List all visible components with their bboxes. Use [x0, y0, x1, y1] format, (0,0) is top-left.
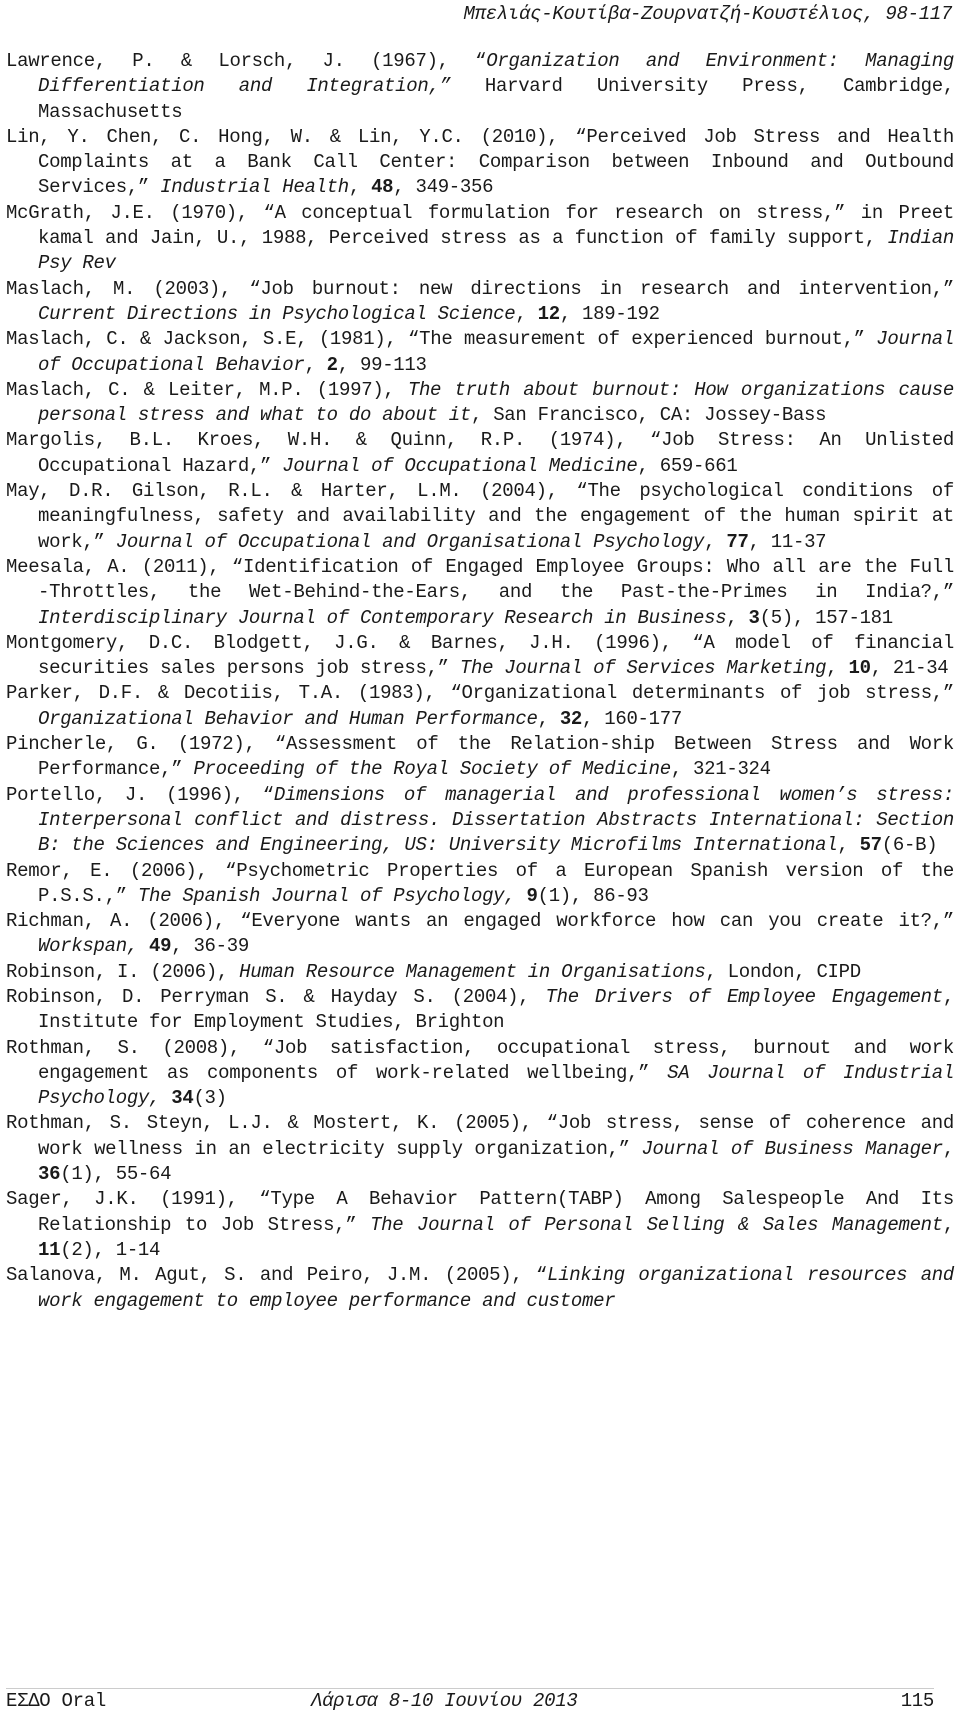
reference-text: Maslach, C. & Leiter, M.P. (1997),	[6, 378, 408, 401]
reference-text	[515, 885, 526, 907]
reference-entry	[6, 859, 954, 910]
reference-volume-bold: 12	[537, 302, 560, 325]
reference-text: , 99-113	[337, 353, 427, 376]
reference-text: , 189-192	[559, 302, 660, 325]
reference-title-italic: Journal of Occupational Behavior	[38, 328, 954, 376]
reference-entry	[6, 732, 954, 783]
reference-text: Sager, J.K. (1991), “Type A Behavior Pattern(TABP) Among Salespeople And Its Relationship to Job Stress,”	[6, 1188, 954, 1236]
reference-title-italic: Dimensions of managerial and professional women’s stress: Interpersonal conflict and distress. Dissertation Abstracts International: Section B: the Sciences and Engineering, US: University Microfilms International	[38, 783, 954, 857]
reference-text: , 659-661	[637, 454, 738, 477]
reference-text: ,	[942, 1137, 954, 1160]
reference-entry	[6, 378, 954, 429]
reference-volume-bold: 3	[748, 606, 760, 629]
reference-volume-bold: 49	[149, 935, 172, 958]
reference-text: Pincherle, G. (1972), “Assessment of the Relation-ship Between Stress and Work Performance,”	[6, 733, 954, 781]
reference-title-italic: Proceeding of the Royal Society of Medicine	[193, 758, 671, 781]
reference-text: ,	[348, 176, 372, 199]
reference-text: (5), 157-181	[759, 606, 893, 629]
reference-entry	[6, 277, 954, 328]
reference-volume-bold: 2	[326, 353, 338, 376]
reference-volume-bold: 77	[726, 530, 749, 553]
reference-text: , Institute for Employment Studies, Brighton	[38, 985, 954, 1034]
reference-text: , 21-34	[870, 657, 949, 680]
reference-text: Montgomery, D.C. Blodgett, J.G. & Barnes, J.H. (1996), “A model of financial securities sales persons job stress,”	[6, 631, 954, 680]
reference-volume-bold: 10	[848, 657, 871, 680]
footer-conference: ΕΣΔΟ Oral	[6, 1690, 106, 1712]
reference-text: , 160-177	[582, 707, 682, 730]
reference-text: ,	[826, 657, 849, 680]
reference-title-italic: The Journal of Personal Selling & Sales Management	[370, 1213, 943, 1236]
reference-text: Lawrence, P. & Lorsch, J. (1967), “	[6, 50, 487, 72]
reference-volume-bold: 34	[171, 1087, 194, 1110]
reference-entry	[6, 1111, 954, 1187]
reference-title-italic: Human Resource Management in Organisations	[239, 960, 706, 983]
reference-text: ,	[537, 707, 560, 730]
reference-title-italic: Linking organizational resources and work engagement to employee performance and customer	[38, 1264, 954, 1312]
reference-text: ,	[942, 1213, 954, 1236]
reference-text	[138, 935, 149, 957]
reference-text: Rothman, S. Steyn, L.J. & Mostert, K. (2005), “Job stress, sense of coherence and work wellness in an electricity supply organization,”	[6, 1112, 954, 1160]
reference-text: ,	[704, 530, 727, 553]
reference-title-italic: Organizational Behavior and Human Performance	[38, 707, 538, 730]
reference-entry	[6, 201, 954, 277]
reference-text: Remor, E. (2006), “Psychometric Properties of a European Spanish version of the P.S.S.,”	[6, 859, 954, 907]
reference-text: ,	[304, 353, 327, 376]
reference-title-italic: SA Journal of Industrial Psychology,	[38, 1061, 954, 1110]
reference-entry	[6, 1187, 954, 1263]
reference-text: Maslach, C. & Jackson, S.E, (1981), “The measurement of experienced burnout,”	[6, 328, 877, 351]
reference-entry	[6, 555, 954, 631]
reference-entry	[6, 327, 954, 378]
reference-text: (6-B)	[881, 834, 938, 857]
footer-divider	[6, 1688, 934, 1689]
page-number: 115	[900, 1690, 934, 1712]
reference-entry	[6, 49, 954, 125]
reference-text: Robinson, D. Perryman S. & Hayday S. (2004),	[6, 985, 546, 1008]
reference-title-italic: Industrial Health	[160, 176, 349, 199]
reference-text: (1), 86-93	[537, 884, 649, 907]
running-header: Μπελιάς-Κουτίβα-Ζουρνατζή-Κουστέλιος, 98-117	[463, 3, 952, 25]
reference-text: Harvard University Press, Cambridge, Massachusetts	[38, 75, 954, 123]
reference-title-italic: Organization and Environment: Managing Differentiation and Integration,”	[38, 50, 954, 98]
reference-volume-bold: 57	[859, 834, 882, 857]
reference-entry	[6, 479, 954, 555]
reference-text: , 11-37	[748, 530, 827, 553]
reference-text: Robinson, I. (2006),	[6, 960, 240, 983]
reference-entry	[6, 428, 954, 479]
reference-text: Meesala, A. (2011), “Identification of Engaged Employee Groups: Who all are the Full -Throttles, the Wet-Behind-the-Ears, and the Past-the-Primes in India?,”	[6, 555, 954, 604]
reference-text: Maslach, M. (2003), “Job burnout: new directions in research and intervention,”	[6, 277, 954, 300]
reference-text: Salanova, M. Agut, S. and Peiro, J.M. (2005), “	[6, 1264, 548, 1287]
reference-volume-bold: 9	[526, 884, 538, 907]
reference-title-italic: The Journal of Services Marketing	[459, 657, 827, 680]
reference-title-italic: The truth about burnout: How organizations cause personal stress and what to do about it	[38, 378, 954, 427]
reference-volume-bold: 11	[38, 1238, 61, 1261]
reference-volume-bold: 48	[371, 176, 394, 199]
reference-title-italic: Indian Psy Rev	[38, 227, 954, 275]
reference-text: , 36-39	[171, 935, 249, 958]
reference-text: , San Francisco, CA: Jossey-Bass	[470, 404, 827, 427]
reference-text: Portello, J. (1996), “	[6, 783, 274, 806]
reference-text: , London, CIPD	[705, 960, 861, 983]
reference-entry	[6, 681, 954, 732]
reference-text: Richman, A. (2006), “Everyone wants an engaged workforce how can you create it?,”	[6, 910, 954, 933]
reference-text: , 349-356	[393, 176, 494, 199]
reference-entry	[6, 985, 954, 1036]
reference-title-italic: Journal of Occupational Medicine	[282, 454, 638, 477]
reference-text: Lin, Y. Chen, C. Hong, W. & Lin, Y.C. (2010), “Perceived Job Stress and Health Complaints at a Bank Call Center: Comparison between Inbound and Outbound Services,”	[6, 125, 954, 199]
reference-entry	[6, 909, 954, 960]
reference-title-italic: Journal of Occupational and Organisational Psychology	[115, 530, 705, 553]
reference-text: McGrath, J.E. (1970), “A conceptual formulation for research on stress,” in Preet kamal and Jain, U., 1988, Perceived stress as a function of family support,	[6, 201, 954, 250]
reference-entry	[6, 631, 954, 682]
reference-title-italic: The Drivers of Employee Engagement	[545, 985, 943, 1008]
reference-title-italic: Interdisciplinary Journal of Contemporary Research in Business	[38, 606, 727, 629]
reference-text: , 321-324	[670, 758, 771, 781]
reference-entry	[6, 960, 954, 985]
reference-entry	[6, 783, 954, 859]
reference-text: ,	[515, 302, 538, 325]
reference-volume-bold: 32	[559, 707, 583, 730]
reference-text: (1), 55-64	[60, 1163, 172, 1186]
reference-text: May, D.R. Gilson, R.L. & Harter, L.M. (2004), “The psychological conditions of meaningfulness, safety and availability and the engagement of the human spirit at work,”	[6, 480, 954, 553]
reference-title-italic: Journal of Business Manager	[641, 1137, 943, 1160]
reference-entry	[6, 1036, 954, 1112]
reference-title-italic: Current Directions in Psychological Science	[38, 302, 516, 325]
reference-text: ,	[726, 606, 749, 629]
reference-volume-bold: 36	[38, 1163, 61, 1186]
reference-title-italic: The Spanish Journal of Psychology,	[137, 884, 516, 907]
footer-location-date: Λάρισα 8-10 Ιουνίου 2013	[311, 1690, 578, 1712]
reference-text: ,	[837, 834, 860, 857]
reference-text: (2), 1-14	[60, 1238, 161, 1261]
reference-list	[6, 49, 954, 1314]
reference-text: Parker, D.F. & Decotiis, T.A. (1983), “Organizational determinants of job stress,”	[6, 682, 954, 705]
reference-text: Margolis, B.L. Kroes, W.H. & Quinn, R.P. (1974), “Job Stress: An Unlisted Occupational Hazard,”	[6, 429, 954, 477]
reference-entry	[6, 125, 954, 201]
reference-entry	[6, 1263, 954, 1314]
reference-title-italic: Workspan,	[38, 935, 138, 958]
reference-text: (3)	[193, 1087, 227, 1110]
reference-text	[160, 1087, 171, 1109]
reference-text: Rothman, S. (2008), “Job satisfaction, occupational stress, burnout and work engagement as components of work-related wellbeing,”	[6, 1036, 954, 1084]
